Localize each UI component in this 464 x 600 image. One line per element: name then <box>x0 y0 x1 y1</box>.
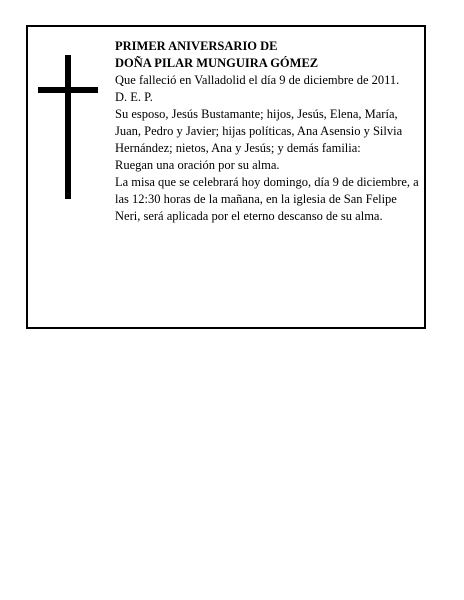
mass-info: La misa que se celebrará hoy domingo, día 9 de diciembre, a las 12:30 horas de la mañana, en la iglesia de San Felipe Neri, será aplicada por el eterno descanso de su alma. <box>115 175 419 223</box>
rip-abbreviation: D. E. P. <box>115 90 153 104</box>
notice-heading-line-1: PRIMER ANIVERSARIO DE <box>115 39 278 53</box>
notice-heading-line-2: DOÑA PILAR MUNGUIRA GÓMEZ <box>115 56 319 70</box>
cross-icon <box>38 55 98 199</box>
cross-horizontal-bar <box>38 87 98 93</box>
family-list: Su esposo, Jesús Bustamante; hijos, Jesús, Elena, María, Juan, Pedro y Javier; hijas políticas, Ana Asensio y Silvia Hernández; nietos, Ana y Jesús; y demás familia: <box>115 107 403 155</box>
prayer-request: Ruegan una oración por su alma. <box>115 158 280 172</box>
cross-vertical-bar <box>65 55 71 199</box>
death-info: Que falleció en Valladolid el día 9 de diciembre de 2011. <box>115 73 400 87</box>
notice-text <box>115 38 425 225</box>
obituary-notice <box>26 25 426 329</box>
